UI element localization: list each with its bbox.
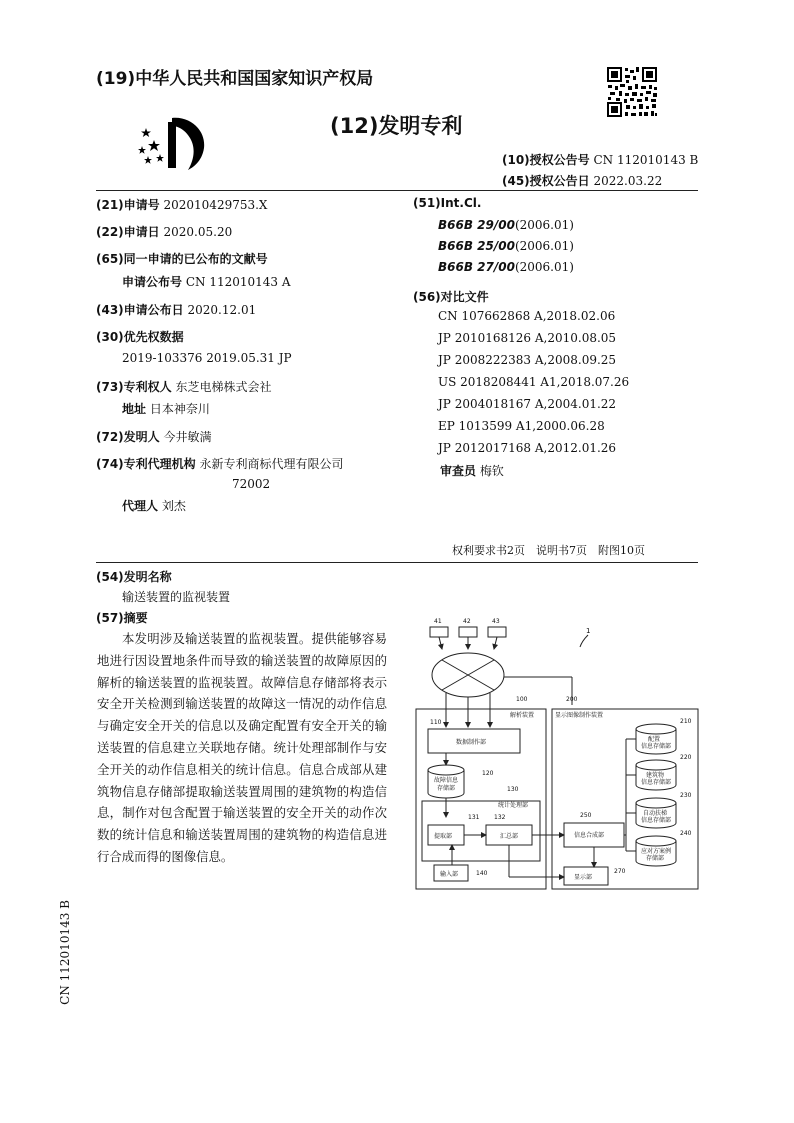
- fig-stat-proc: 统计处理部: [498, 802, 529, 809]
- fig-ref-43: 43: [492, 618, 500, 625]
- page-counts: 权利要求书2页 说明书7页 附图10页: [452, 544, 645, 557]
- fig-cyl-label: 信息存储部: [641, 779, 672, 786]
- cnipa-logo-icon: [132, 112, 210, 172]
- patent-agent: 代理人 刘杰: [122, 499, 186, 513]
- fig-display-device: 显示图像制作装置: [555, 712, 604, 719]
- fig-ref-41: 41: [434, 618, 442, 625]
- fig-ref-240: 240: [680, 830, 692, 837]
- application-date: (22)申请日 2020.05.20: [96, 225, 233, 239]
- fig-summary: 汇总部: [500, 833, 519, 840]
- fig-ref-131: 131: [468, 814, 480, 821]
- intcl-item: B66B 25/00(2006.01): [438, 239, 574, 253]
- sensor-43-box: [488, 627, 506, 637]
- patent-agency: (74)专利代理机构 永新专利商标代理有限公司: [96, 457, 344, 471]
- cylinder-230: [636, 798, 676, 808]
- fig-ref-200: 200: [566, 696, 578, 703]
- sensor-41-box: [430, 627, 448, 637]
- abstract-text: 本发明涉及输送装置的监视装置。提供能够容易地进行因设置地条件而导致的输送装置的故障原因的解析的输送装置的监视装置。故障信息存储部将表示安全开关检测到输送装置的故障这一情况的动作信息与确定安全开关的信息以及确定配置有安全开关的输送装置的信息建立关联地存储。统计处理部制作与安全开关的动作信息相关的统计信息。信息合成部从建筑物信息存储部提取输送装置周围的建筑物的构造信息，制作对包含配置于输送装置的安全开关的动作次数的统计信息和输送装置周围的建筑物的构造信息进行合成而得的图像信息。: [97, 631, 387, 864]
- priority-heading: (30)优先权数据: [96, 330, 184, 344]
- cylinder-210: [636, 724, 676, 734]
- inventor: (72)发明人 今井敏满: [96, 430, 212, 444]
- biblio-divider: [96, 562, 698, 563]
- intcl-item: B66B 27/00(2006.01): [438, 260, 574, 274]
- fig-fault-store: 故障信息: [434, 777, 459, 784]
- cylinder-240: [636, 836, 676, 846]
- fig-cyl-label: 建筑物: [646, 772, 665, 779]
- side-publication-number: CN 112010143 B: [58, 900, 72, 1005]
- fig-fault-store: 存储部: [437, 785, 456, 792]
- examiner: 审查员 梅钦: [440, 464, 504, 478]
- cited-document: EP 1013599 A1,2000.06.28: [438, 419, 605, 433]
- fig-display: 显示部: [574, 874, 593, 881]
- fig-input: 输入部: [440, 871, 459, 878]
- fig-cyl-label: 存储部: [646, 855, 665, 862]
- fig-data-maker: 数据制作部: [456, 739, 487, 746]
- analysis-device-frame: [416, 709, 546, 889]
- fig-ref-130: 130: [507, 786, 519, 793]
- fig-ref-100: 100: [516, 696, 528, 703]
- fig-ref-110: 110: [430, 719, 442, 726]
- fig-ref-42: 42: [463, 618, 471, 625]
- prior-publication-number: 申请公布号 CN 112010143 A: [122, 275, 291, 289]
- document-type: (12)发明专利: [330, 114, 463, 138]
- cited-document: CN 107662868 A,2018.02.06: [438, 309, 616, 323]
- fig-cyl-label: 应对方案例: [641, 848, 672, 855]
- fig-ref-270: 270: [614, 868, 626, 875]
- cited-document: JP 2008222383 A,2008.09.25: [438, 353, 617, 367]
- fig-ref-220: 220: [680, 754, 692, 761]
- prior-publication-heading: (65)同一申请的已公布的文献号: [96, 252, 268, 266]
- fig-cyl-label: 自动扶梯: [643, 810, 668, 817]
- cited-document: JP 2012017168 A,2012.01.26: [438, 441, 617, 455]
- qr-code-icon: [606, 66, 658, 118]
- prior-publication-date: (43)申请公布日 2020.12.01: [96, 303, 257, 317]
- application-number: (21)申请号 202010429753.X: [96, 198, 268, 212]
- fault-store-cylinder: [428, 770, 464, 798]
- office-name: (19)中华人民共和国国家知识产权局: [96, 69, 374, 89]
- abstract-figure: [412, 605, 702, 895]
- stat-proc-frame: [422, 801, 540, 861]
- cited-document: US 2018208441 A1,2018.07.26: [438, 375, 630, 389]
- fig-ref-132: 132: [494, 814, 506, 821]
- fig-ref-120: 120: [482, 770, 494, 777]
- fig-ref-140: 140: [476, 870, 488, 877]
- patentee-address: 地址 日本神奈川: [122, 402, 210, 416]
- fig-ref-250: 250: [580, 812, 592, 819]
- patent-agency-code: 72002: [232, 477, 271, 491]
- cited-documents-heading: (56)对比文件: [413, 290, 489, 304]
- fig-ref-210: 210: [680, 718, 692, 725]
- intcl-heading: (51)Int.Cl.: [413, 196, 482, 210]
- fig-extract: 提取部: [434, 833, 453, 840]
- fig-synth: 信息合成部: [574, 832, 605, 839]
- fig-cyl-label: 信息存储部: [641, 817, 672, 824]
- fig-analysis-device: 解析装置: [510, 712, 535, 719]
- publication-date: (45)授权公告日 2022.03.22: [502, 174, 663, 188]
- sensor-42-box: [459, 627, 477, 637]
- invention-title: 输送装置的监视装置: [122, 590, 231, 604]
- abstract-heading: (57)摘要: [96, 611, 148, 625]
- cylinder-220: [636, 760, 676, 770]
- intcl-item: B66B 29/00(2006.01): [438, 218, 574, 232]
- patentee: (73)专利权人 东芝电梯株式会社: [96, 380, 272, 394]
- invention-title-heading: (54)发明名称: [96, 570, 172, 584]
- priority-data: 2019-103376 2019.05.31 JP: [122, 351, 292, 365]
- header-divider: [96, 190, 698, 191]
- publication-number: (10)授权公告号 CN 112010143 B: [502, 153, 699, 167]
- fig-ref-1: 1: [586, 627, 591, 635]
- leader-line: [580, 635, 588, 647]
- cited-document: JP 2004018167 A,2004.01.22: [438, 397, 617, 411]
- fig-cyl-label: 信息存储部: [641, 743, 672, 750]
- fig-cyl-label: 配置: [648, 736, 661, 743]
- fig-ref-230: 230: [680, 792, 692, 799]
- cited-document: JP 2010168126 A,2010.08.05: [438, 331, 617, 345]
